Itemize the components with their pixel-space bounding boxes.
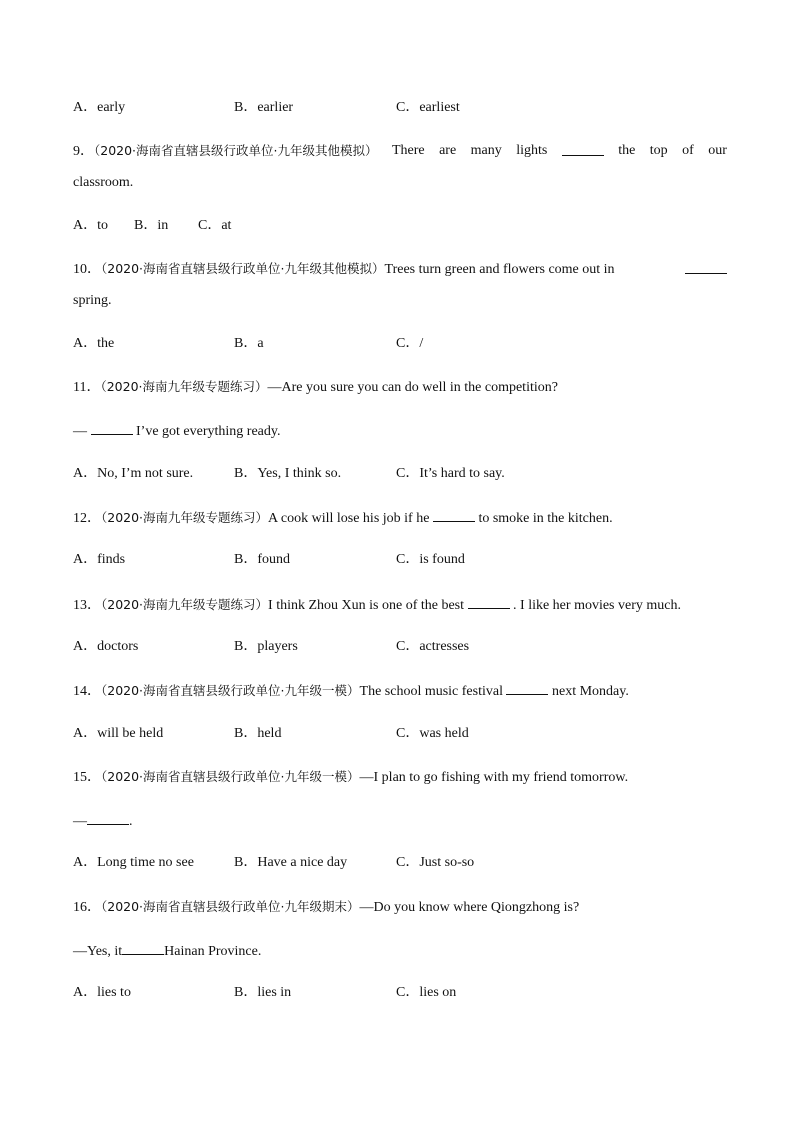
q11-answer-blank xyxy=(91,421,133,435)
q10-option-a: A．the xyxy=(73,336,115,351)
q15-option-b: B．Have a nice day xyxy=(234,855,348,870)
q14-stem xyxy=(73,681,629,701)
q16-stem xyxy=(73,898,579,917)
q9-word: our xyxy=(708,143,727,158)
q16-response-end: Hainan Province. xyxy=(164,944,262,959)
q14-option-b: B．held xyxy=(234,726,282,741)
q9-answer-blank xyxy=(562,142,604,156)
q16-number: 16． xyxy=(73,900,101,915)
q16-response-start: —Yes, it xyxy=(73,944,123,959)
q15-stem xyxy=(73,768,628,787)
q13-stem xyxy=(73,595,681,615)
q10-stem-continued: spring. xyxy=(73,293,112,308)
q11-response-text: I’ve got everything ready. xyxy=(136,424,281,439)
q13-option-b: B．players xyxy=(234,639,298,654)
q9-option-a: A．to xyxy=(73,218,108,233)
q12-number: 12． xyxy=(73,511,101,526)
q14-option-c: C．was held xyxy=(396,726,469,741)
q9-word: are xyxy=(439,143,457,158)
q15-period: . xyxy=(129,814,133,829)
q16-option-b: B．lies in xyxy=(234,985,292,1000)
q15-option-a: A．Long time no see xyxy=(73,855,194,870)
q11-response-line xyxy=(73,421,280,441)
q15-answer-blank xyxy=(87,811,129,825)
q9-stem-continued: classroom. xyxy=(73,175,134,190)
q8-option-b: B．earlier xyxy=(234,100,294,115)
q12-text-after: to smoke in the kitchen. xyxy=(478,511,613,526)
q15-response-line xyxy=(73,811,133,831)
q9-word: There xyxy=(391,143,425,158)
q16-response-line xyxy=(73,941,261,961)
q14-number: 14． xyxy=(73,684,101,699)
q8-option-a: A．early xyxy=(73,100,126,115)
q9-option-c: C．at xyxy=(198,218,232,233)
q11-number: 11． xyxy=(73,380,101,395)
q14-text-after: next Monday. xyxy=(551,684,629,699)
q16-option-c: C．lies on xyxy=(396,985,457,1000)
q12-option-b: B．found xyxy=(234,552,290,567)
q9-number: 9． xyxy=(73,144,94,159)
q10-source: （2020·海南省直辖县级行政单位·九年级其他模拟） xyxy=(101,261,385,276)
q11-option-a: A．No, I’m not sure. xyxy=(73,466,194,481)
q13-answer-blank xyxy=(468,595,510,609)
q10-text: Trees turn green and flowers come out in xyxy=(384,262,615,277)
q11-option-c: C．It’s hard to say. xyxy=(396,466,505,481)
q13-text: I think Zhou Xun is one of the best xyxy=(268,598,465,613)
q9-word: lights xyxy=(516,143,548,158)
q14-answer-blank xyxy=(506,681,548,695)
q12-text: A cook will lose his job if he xyxy=(268,511,430,526)
q12-option-a: A．finds xyxy=(73,552,126,567)
q14-text: The school music festival xyxy=(359,684,503,699)
q8-option-c: C．earliest xyxy=(396,100,460,115)
q15-number: 15． xyxy=(73,770,101,785)
q11-dash: — xyxy=(73,424,87,439)
q9-word: the xyxy=(618,143,636,158)
q9-word: top xyxy=(649,143,668,158)
q11-text: —Are you sure you can do well in the competition? xyxy=(267,380,558,395)
q10-answer-blank xyxy=(685,260,727,274)
q16-source: （2020·海南省直辖县级行政单位·九年级期末） xyxy=(101,899,360,914)
q13-option-c: C．actresses xyxy=(396,639,470,654)
q13-option-a: A．doctors xyxy=(73,639,139,654)
q11-source: （2020·海南九年级专题练习） xyxy=(100,379,268,394)
q12-source: （2020·海南九年级专题练习） xyxy=(101,510,269,525)
q12-answer-blank xyxy=(433,508,475,522)
q10-stem xyxy=(73,260,727,279)
q9-stem xyxy=(73,142,727,161)
q13-number: 13． xyxy=(73,598,101,613)
q9-number-source xyxy=(73,142,378,161)
q10-option-b: B．a xyxy=(234,336,264,351)
q11-stem xyxy=(73,378,558,397)
q13-text-after: . I like her movies very much. xyxy=(513,598,681,613)
q15-source: （2020·海南省直辖县级行政单位·九年级一模） xyxy=(101,769,360,784)
q12-option-c: C．is found xyxy=(396,552,465,567)
q10-option-c: C．/ xyxy=(396,336,424,351)
q9-word: of xyxy=(682,143,694,158)
q16-answer-blank xyxy=(122,941,164,955)
q15-option-c: C．Just so-so xyxy=(396,855,475,870)
q15-dash: — xyxy=(73,814,87,829)
q9-word: many xyxy=(470,143,502,158)
q11-option-b: B．Yes, I think so. xyxy=(234,466,342,481)
q12-stem xyxy=(73,508,613,528)
q14-option-a: A．will be held xyxy=(73,726,164,741)
q16-text: —Do you know where Qiongzhong is? xyxy=(359,900,580,915)
q14-source: （2020·海南省直辖县级行政单位·九年级一模） xyxy=(101,683,360,698)
q10-number: 10． xyxy=(73,262,101,277)
q9-option-b: B．in xyxy=(134,218,169,233)
q16-option-a: A．lies to xyxy=(73,985,131,1000)
q15-text: —I plan to go fishing with my friend tomorrow. xyxy=(359,770,629,785)
q13-source: （2020·海南九年级专题练习） xyxy=(101,597,269,612)
q9-source: （2020·海南省直辖县级行政单位·九年级其他模拟） xyxy=(94,143,378,158)
